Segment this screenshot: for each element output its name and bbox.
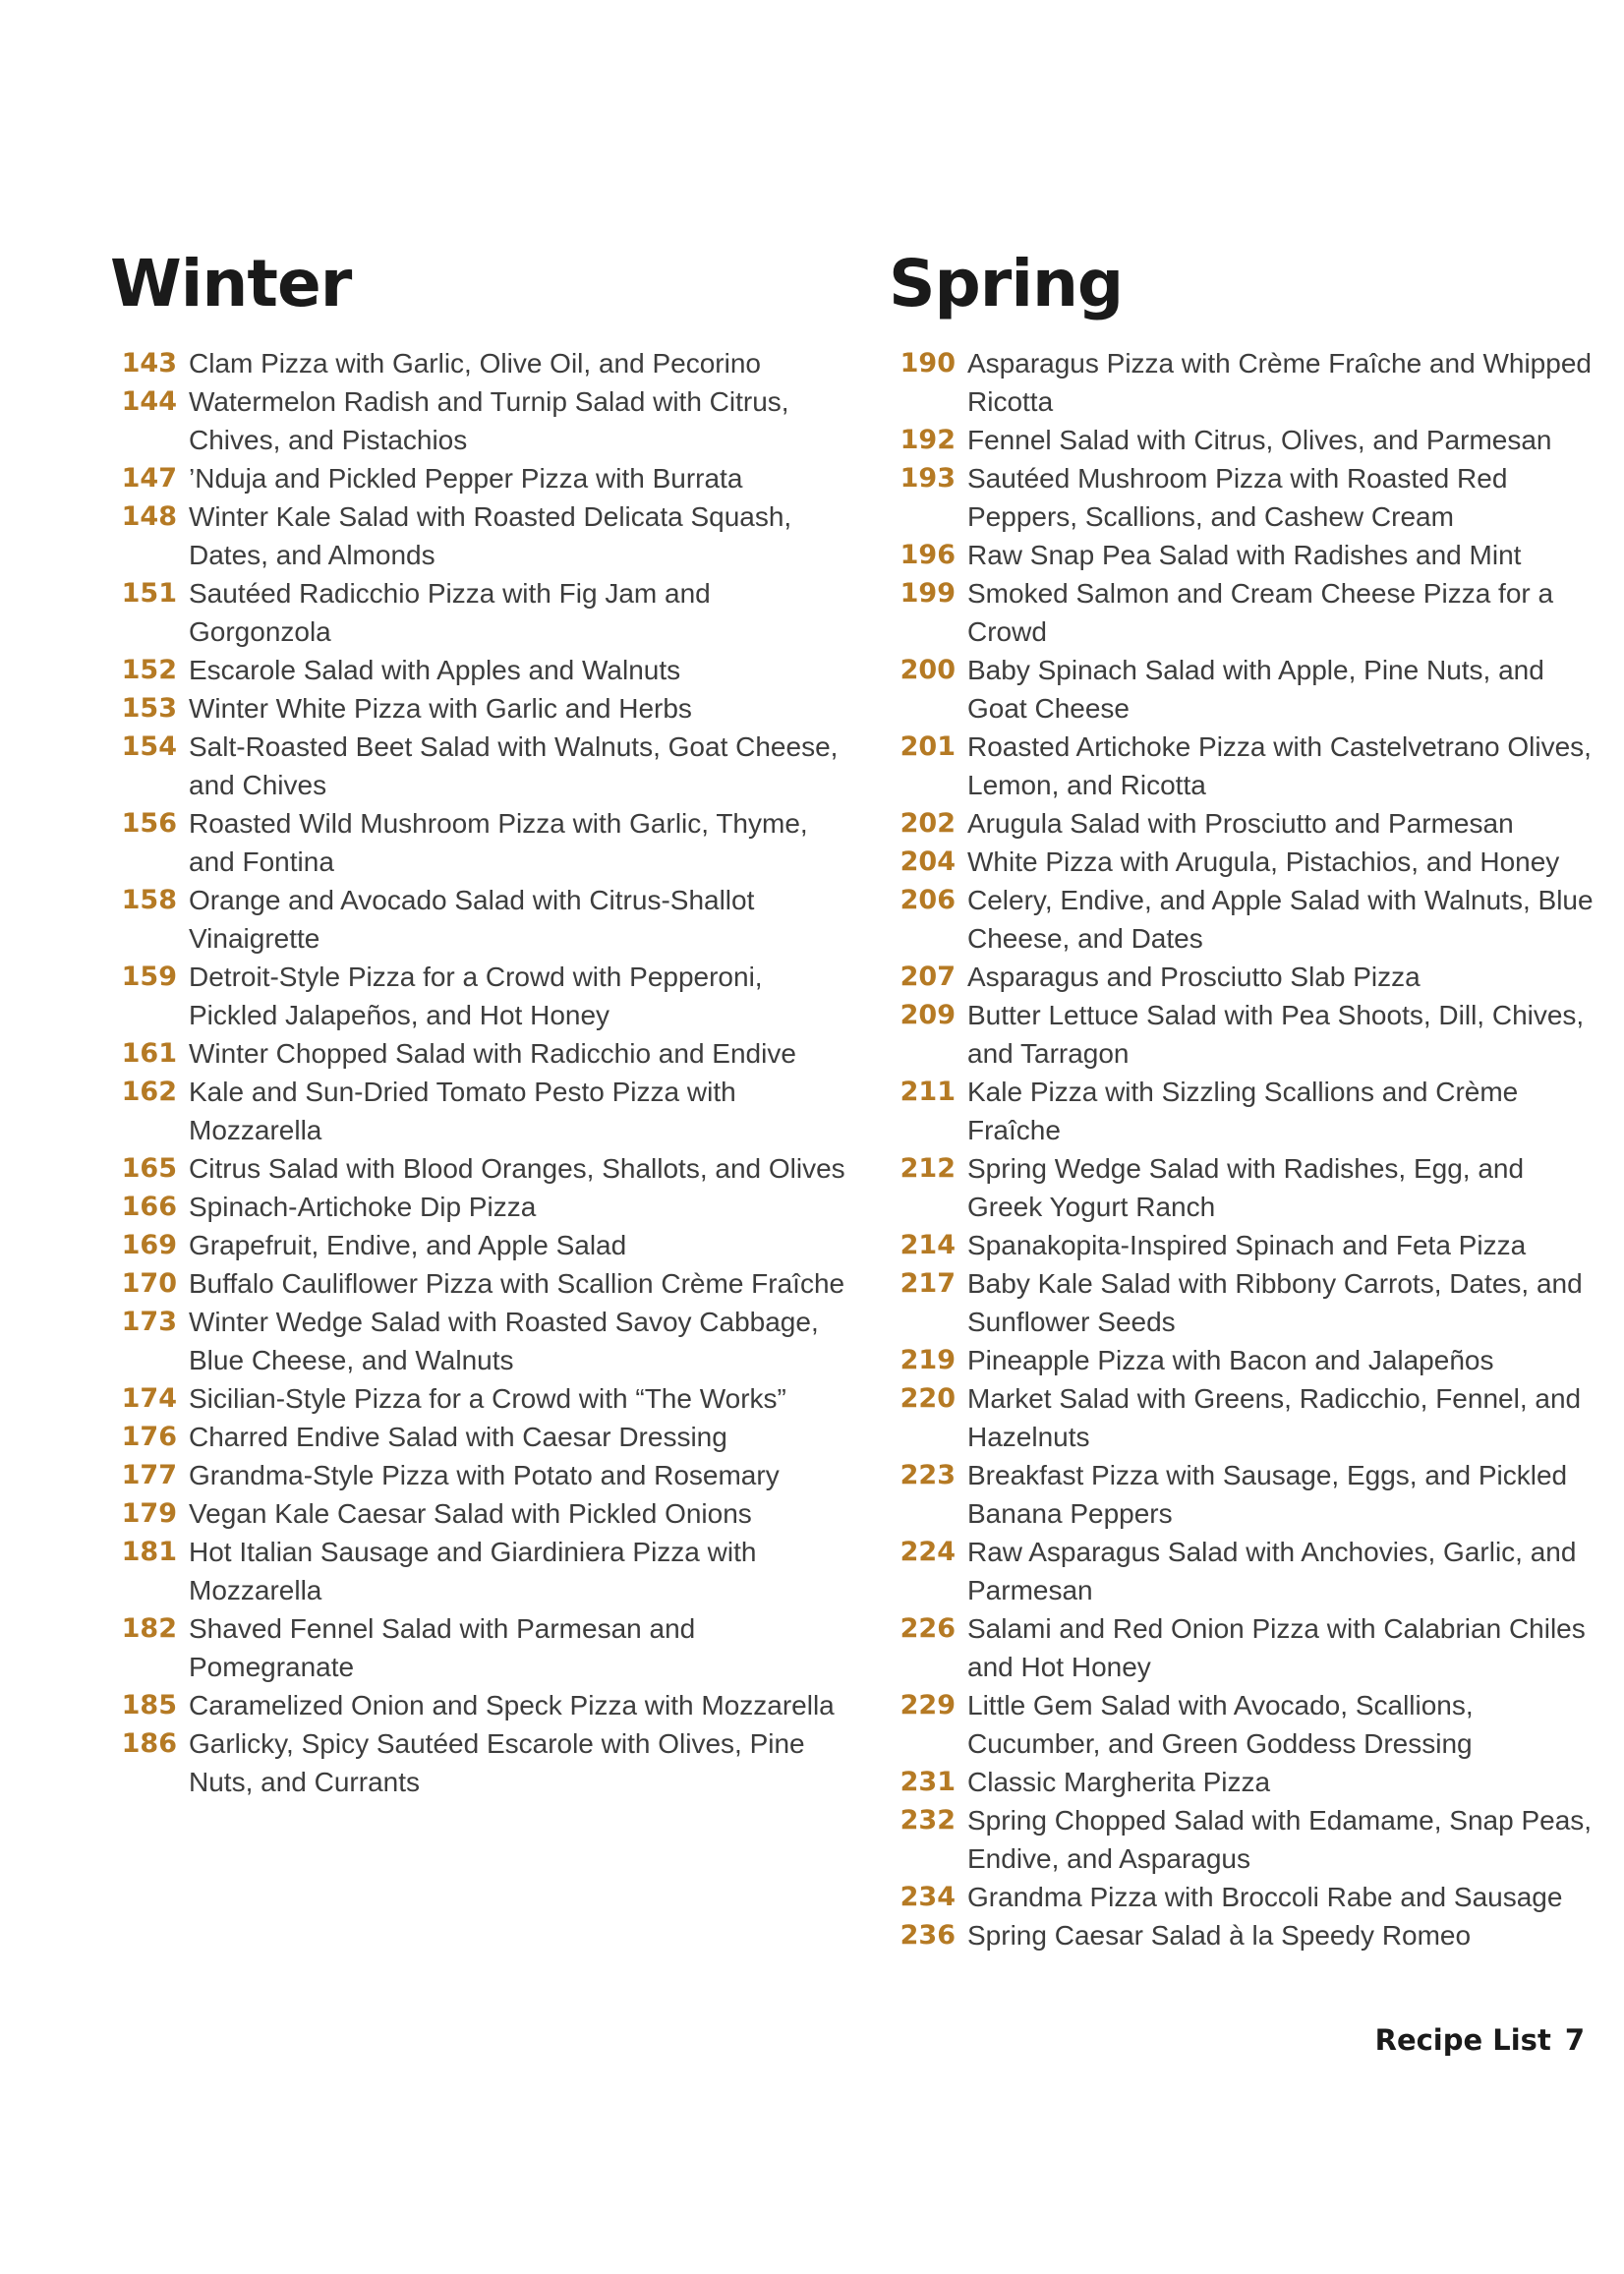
recipe-title: Citrus Salad with Blood Oranges, Shallots, and Olives (189, 1153, 845, 1184)
recipe-title: Buffalo Cauliflower Pizza with Scallion Crème Fraîche (189, 1268, 845, 1299)
recipe-item (889, 728, 1604, 804)
recipe-page-number: 147 (121, 463, 177, 494)
recipe-item (889, 1763, 1604, 1801)
recipe-title: Clam Pizza with Garlic, Olive Oil, and Pecorino (189, 348, 761, 379)
recipe-page-number: 236 (899, 1920, 956, 1951)
recipe-title: Orange and Avocado Salad with Citrus-Shallot Vinaigrette (189, 885, 755, 954)
recipe-page-number: 202 (899, 808, 956, 839)
recipe-page-number: 143 (121, 348, 177, 379)
recipe-page-number: 174 (121, 1383, 177, 1414)
recipe-page-number: 186 (121, 1728, 177, 1759)
recipe-title: Grapefruit, Endive, and Apple Salad (189, 1230, 627, 1260)
recipe-title: Salami and Red Onion Pizza with Calabrian Chiles and Hot Honey (967, 1613, 1586, 1682)
recipe-item (110, 651, 857, 689)
recipe-item (110, 689, 857, 728)
recipe-item (889, 1801, 1604, 1878)
footer-label: Recipe List (1374, 2023, 1551, 2057)
recipe-item (889, 1609, 1604, 1686)
page-footer (1375, 2023, 1585, 2057)
recipe-title: Kale and Sun-Dried Tomato Pesto Pizza with Mozzarella (189, 1077, 736, 1145)
recipe-title: Winter Kale Salad with Roasted Delicata Squash, Dates, and Almonds (189, 501, 792, 570)
recipe-item (110, 1724, 857, 1801)
recipe-item (110, 497, 857, 574)
recipe-item (110, 1379, 857, 1418)
recipe-page-number: 220 (899, 1383, 956, 1414)
recipe-item (110, 1533, 857, 1609)
winter-recipe-list (110, 344, 857, 1801)
recipe-title: Smoked Salmon and Cream Cheese Pizza for a Crowd (967, 578, 1554, 647)
recipe-page-number: 209 (899, 1000, 956, 1030)
spring-heading: Spring (889, 246, 1124, 321)
recipe-item (889, 1456, 1604, 1533)
winter-section (110, 244, 857, 1801)
recipe-title: Grandma-Style Pizza with Potato and Rosemary (189, 1460, 780, 1490)
recipe-item (110, 1686, 857, 1724)
recipe-title: Charred Endive Salad with Caesar Dressing (189, 1422, 727, 1452)
recipe-title: Winter Chopped Salad with Radicchio and Endive (189, 1038, 796, 1069)
recipe-title: Roasted Wild Mushroom Pizza with Garlic, Thyme, and Fontina (189, 808, 808, 877)
recipe-page-number: 200 (899, 655, 956, 685)
recipe-page-number: 192 (899, 425, 956, 455)
recipe-page-number: 190 (899, 348, 956, 379)
recipe-page-number: 144 (121, 386, 177, 417)
recipe-page-number: 182 (121, 1613, 177, 1644)
recipe-page-number: 226 (899, 1613, 956, 1644)
recipe-item (889, 536, 1604, 574)
spring-recipe-list (889, 344, 1604, 1954)
recipe-item (110, 382, 857, 459)
recipe-page-number: 224 (899, 1537, 956, 1567)
recipe-title: Sautéed Mushroom Pizza with Roasted Red Peppers, Scallions, and Cashew Cream (967, 463, 1508, 532)
recipe-item (110, 1494, 857, 1533)
recipe-page-number: 185 (121, 1690, 177, 1720)
recipe-title: Winter Wedge Salad with Roasted Savoy Cabbage, Blue Cheese, and Walnuts (189, 1307, 819, 1375)
recipe-title: Classic Margherita Pizza (967, 1767, 1271, 1797)
recipe-page-number: 177 (121, 1460, 177, 1490)
recipe-item (889, 459, 1604, 536)
recipe-page-number: 206 (899, 885, 956, 915)
recipe-item (110, 344, 857, 382)
recipe-item (110, 574, 857, 651)
recipe-title: Sicilian-Style Pizza for a Crowd with “The Works” (189, 1383, 786, 1414)
recipe-title: Winter White Pizza with Garlic and Herbs (189, 693, 692, 724)
recipe-title: Market Salad with Greens, Radicchio, Fennel, and Hazelnuts (967, 1383, 1582, 1452)
recipe-title: Arugula Salad with Prosciutto and Parmesan (967, 808, 1514, 839)
recipe-title: Fennel Salad with Citrus, Olives, and Parmesan (967, 425, 1552, 455)
recipe-title: Baby Kale Salad with Ribbony Carrots, Dates, and Sunflower Seeds (967, 1268, 1583, 1337)
recipe-item (889, 344, 1604, 421)
recipe-item (110, 1418, 857, 1456)
recipe-page-number: 156 (121, 808, 177, 839)
recipe-item (889, 651, 1604, 728)
spring-section (889, 244, 1604, 1954)
recipe-page-number: 201 (899, 731, 956, 762)
winter-heading: Winter (110, 246, 352, 321)
recipe-title: Sautéed Radicchio Pizza with Fig Jam and Gorgonzola (189, 578, 711, 647)
recipe-page-number: 193 (899, 463, 956, 494)
recipe-item (110, 1149, 857, 1188)
recipe-title: Spring Chopped Salad with Edamame, Snap Peas, Endive, and Asparagus (967, 1805, 1593, 1874)
recipe-item (110, 1609, 857, 1686)
recipe-title: Celery, Endive, and Apple Salad with Walnuts, Blue Cheese, and Dates (967, 885, 1594, 954)
recipe-page-number: 162 (121, 1077, 177, 1107)
recipe-title: Spinach-Artichoke Dip Pizza (189, 1192, 537, 1222)
recipe-page-number: 152 (121, 655, 177, 685)
recipe-item (889, 843, 1604, 881)
recipe-title: Garlicky, Spicy Sautéed Escarole with Olives, Pine Nuts, and Currants (189, 1728, 805, 1797)
recipe-title: ’Nduja and Pickled Pepper Pizza with Burrata (189, 463, 743, 494)
recipe-title: Detroit-Style Pizza for a Crowd with Pepperoni, Pickled Jalapeños, and Hot Honey (189, 962, 763, 1030)
recipe-item (110, 459, 857, 497)
recipe-title: Salt-Roasted Beet Salad with Walnuts, Goat Cheese, and Chives (189, 731, 839, 800)
recipe-item (110, 1188, 857, 1226)
recipe-title: Spring Caesar Salad à la Speedy Romeo (967, 1920, 1472, 1951)
recipe-title: Little Gem Salad with Avocado, Scallions, Cucumber, and Green Goddess Dressing (967, 1690, 1474, 1759)
recipe-title: Raw Asparagus Salad with Anchovies, Garlic, and Parmesan (967, 1537, 1577, 1605)
recipe-title: Escarole Salad with Apples and Walnuts (189, 655, 681, 685)
recipe-item (889, 1916, 1604, 1954)
recipe-page-number: 223 (899, 1460, 956, 1490)
recipe-page-number: 207 (899, 962, 956, 992)
recipe-page-number: 229 (899, 1690, 956, 1720)
recipe-item (110, 1034, 857, 1073)
footer-page-number: 7 (1564, 2023, 1585, 2057)
recipe-title: Grandma Pizza with Broccoli Rabe and Sausage (967, 1882, 1563, 1912)
recipe-page-number: 196 (899, 540, 956, 570)
recipe-item (889, 1341, 1604, 1379)
recipe-item (889, 996, 1604, 1073)
recipe-page-number: 231 (899, 1767, 956, 1797)
recipe-item (889, 1878, 1604, 1916)
recipe-page-number: 176 (121, 1422, 177, 1452)
recipe-item (110, 1303, 857, 1379)
recipe-item (110, 1456, 857, 1494)
recipe-title: Pineapple Pizza with Bacon and Jalapeños (967, 1345, 1494, 1375)
recipe-item (889, 1264, 1604, 1341)
recipe-title: Spring Wedge Salad with Radishes, Egg, and Greek Yogurt Ranch (967, 1153, 1525, 1222)
recipe-title: Asparagus Pizza with Crème Fraîche and Whipped Ricotta (967, 348, 1592, 417)
recipe-page-number: 219 (899, 1345, 956, 1375)
recipe-page-number: 166 (121, 1192, 177, 1222)
recipe-item (110, 881, 857, 958)
recipe-page-number: 158 (121, 885, 177, 915)
recipe-item (110, 1264, 857, 1303)
recipe-page-number: 212 (899, 1153, 956, 1184)
recipe-item (110, 1073, 857, 1149)
recipe-page-number: 153 (121, 693, 177, 724)
recipe-page-number: 217 (899, 1268, 956, 1299)
recipe-page-number: 204 (899, 846, 956, 877)
recipe-title: Shaved Fennel Salad with Parmesan and Pomegranate (189, 1613, 696, 1682)
recipe-title: Baby Spinach Salad with Apple, Pine Nuts, and Goat Cheese (967, 655, 1544, 724)
recipe-title: Breakfast Pizza with Sausage, Eggs, and Pickled Banana Peppers (967, 1460, 1568, 1529)
recipe-title: White Pizza with Arugula, Pistachios, and Honey (967, 846, 1560, 877)
recipe-item (889, 881, 1604, 958)
recipe-page-number: 161 (121, 1038, 177, 1069)
recipe-page-number: 148 (121, 501, 177, 532)
recipe-title: Asparagus and Prosciutto Slab Pizza (967, 962, 1421, 992)
recipe-page-number: 232 (899, 1805, 956, 1836)
recipe-page-number: 199 (899, 578, 956, 609)
recipe-item (889, 421, 1604, 459)
recipe-item (889, 1073, 1604, 1149)
recipe-title: Vegan Kale Caesar Salad with Pickled Onions (189, 1498, 752, 1529)
recipe-item (889, 958, 1604, 996)
recipe-title: Hot Italian Sausage and Giardiniera Pizza with Mozzarella (189, 1537, 757, 1605)
recipe-page-number: 181 (121, 1537, 177, 1567)
recipe-page-number: 214 (899, 1230, 956, 1260)
recipe-page-number: 169 (121, 1230, 177, 1260)
recipe-item (889, 804, 1604, 843)
recipe-item (889, 1686, 1604, 1763)
recipe-title: Raw Snap Pea Salad with Radishes and Mint (967, 540, 1522, 570)
recipe-title: Kale Pizza with Sizzling Scallions and Crème Fraîche (967, 1077, 1519, 1145)
recipe-item (110, 958, 857, 1034)
recipe-page-number: 154 (121, 731, 177, 762)
recipe-page-number: 211 (899, 1077, 956, 1107)
recipe-item (889, 1226, 1604, 1264)
recipe-item (110, 728, 857, 804)
recipe-page-number: 234 (899, 1882, 956, 1912)
recipe-page-number: 159 (121, 962, 177, 992)
recipe-title: Spanakopita-Inspired Spinach and Feta Pizza (967, 1230, 1527, 1260)
recipe-title: Watermelon Radish and Turnip Salad with Citrus, Chives, and Pistachios (189, 386, 789, 455)
recipe-page-number: 170 (121, 1268, 177, 1299)
recipe-title: Butter Lettuce Salad with Pea Shoots, Dill, Chives, and Tarragon (967, 1000, 1585, 1069)
recipe-item (889, 1533, 1604, 1609)
recipe-page-number: 151 (121, 578, 177, 609)
recipe-item (110, 804, 857, 881)
recipe-page-number: 179 (121, 1498, 177, 1529)
recipe-title: Roasted Artichoke Pizza with Castelvetrano Olives, Lemon, and Ricotta (967, 731, 1592, 800)
recipe-item (889, 574, 1604, 651)
recipe-item (889, 1379, 1604, 1456)
recipe-title: Caramelized Onion and Speck Pizza with Mozzarella (189, 1690, 835, 1720)
recipe-item (110, 1226, 857, 1264)
recipe-page-number: 173 (121, 1307, 177, 1337)
recipe-item (889, 1149, 1604, 1226)
recipe-page-number: 165 (121, 1153, 177, 1184)
